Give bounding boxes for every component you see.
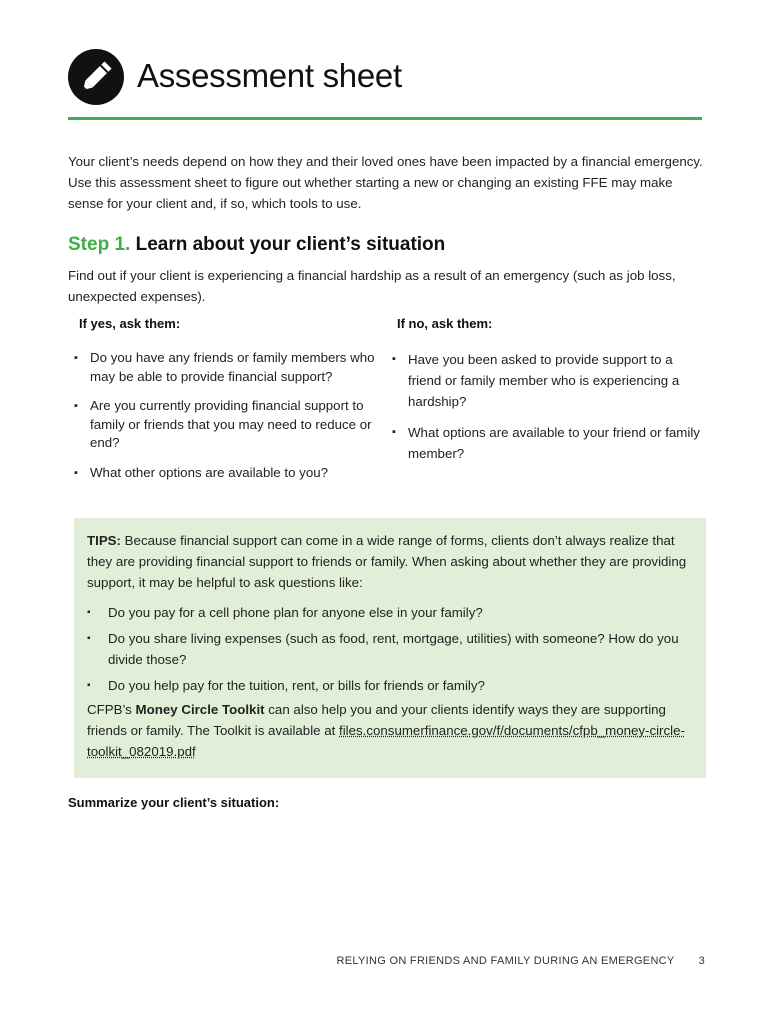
title-divider bbox=[68, 117, 702, 120]
list-item: ▪ Do you pay for a cell phone plan for anyone else in your family? bbox=[87, 602, 694, 623]
tips-footer-middle: can also help you and your clients identify ways they are supporting friends or family. The Toolkit is available at bbox=[87, 702, 666, 738]
list-item: ▪ Do you have any friends or family members who may be able to provide financial support? bbox=[68, 349, 386, 386]
pencil-icon bbox=[68, 49, 124, 105]
list-item: ▪ Do you share living expenses (such as food, rent, mortgage, utilities) with someone? How do you divide those? bbox=[87, 628, 694, 670]
step-1-intro: Find out if your client is experiencing a financial hardship as a result of an emergency (such as job loss, unexpected expenses). bbox=[68, 268, 676, 304]
list-item: ▪ Are you currently providing financial support to family or friends that you may need to reduce or end? bbox=[68, 397, 386, 453]
if-no-list bbox=[386, 349, 706, 464]
tips-intro-text: Because financial support can come in a wide range of forms, clients don’t always realize that they are providing financial support to friends or family. When asking about whether they are providing support, it may be helpful to ask questions like: bbox=[87, 533, 687, 590]
page-number: 3 bbox=[698, 955, 705, 967]
list-item: ▪ Have you been asked to provide support to a friend or family member who is experiencing a hardship? bbox=[386, 349, 706, 412]
tips-box bbox=[74, 518, 706, 778]
intro-paragraph: Your client’s needs depend on how they and their loved ones have been impacted by a financial emergency. Use this assessment sheet to figure out whether starting a new or changing an existing FFE may make sense for your client and, if so, which tools to use. bbox=[68, 154, 703, 211]
page-title: Assessment sheet bbox=[137, 57, 402, 94]
tips-list bbox=[87, 602, 694, 696]
if-no-column bbox=[386, 315, 706, 474]
summary-label: Summarize your client’s situation: bbox=[68, 795, 280, 810]
toolkit-name: Money Circle Toolkit bbox=[135, 702, 265, 717]
step-1-number: Step 1. bbox=[68, 234, 131, 255]
tips-intro bbox=[87, 530, 694, 593]
if-no-heading: If no, ask them: bbox=[397, 316, 493, 331]
tips-footer bbox=[87, 699, 694, 762]
if-yes-column bbox=[68, 315, 386, 493]
step-1-heading bbox=[68, 234, 445, 256]
tips-footer-prefix: CFPB’s bbox=[87, 702, 136, 717]
step-1-title: Learn about your client’s situation bbox=[135, 234, 446, 255]
list-item: ▪ What options are available to your friend or family member? bbox=[386, 422, 706, 464]
footer-text: RELYING ON FRIENDS AND FAMILY DURING AN EMERGENCY bbox=[336, 955, 675, 967]
if-yes-heading: If yes, ask them: bbox=[79, 316, 181, 331]
list-item: ▪ Do you help pay for the tuition, rent, or bills for friends or family? bbox=[87, 675, 694, 696]
if-yes-list bbox=[68, 349, 386, 482]
page-header bbox=[68, 49, 702, 121]
toolkit-link[interactable]: files.consumerfinance.gov/f/documents/cfpb_money-circle-toolkit_082019.pdf bbox=[87, 723, 685, 759]
tips-label: TIPS: bbox=[87, 533, 121, 548]
page-footer bbox=[337, 955, 705, 967]
list-item: ▪ What other options are available to you? bbox=[68, 464, 386, 483]
